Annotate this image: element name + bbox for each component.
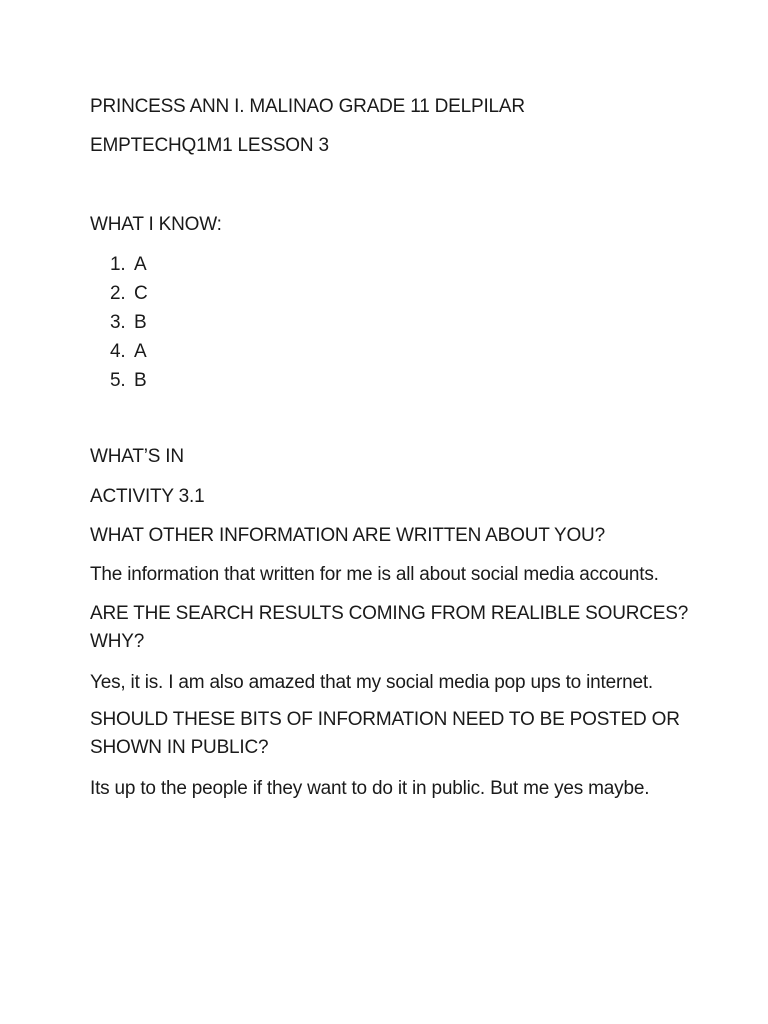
list-item bbox=[110, 250, 148, 279]
answer-list bbox=[110, 250, 148, 395]
answer-2: Yes, it is. I am also amazed that my social media pop ups to internet. bbox=[90, 672, 653, 693]
whats-in-heading: WHAT’S IN bbox=[90, 446, 184, 467]
item-number: 5. bbox=[110, 370, 126, 391]
question-1: WHAT OTHER INFORMATION ARE WRITTEN ABOUT YOU? bbox=[90, 525, 605, 546]
answer-3: Its up to the people if they want to do it in public. But me yes maybe. bbox=[90, 778, 650, 799]
question-2: ARE THE SEARCH RESULTS COMING FROM REALIBLE SOURCES? WHY? bbox=[90, 603, 689, 652]
item-number: 4. bbox=[110, 341, 126, 362]
item-answer: A bbox=[134, 341, 147, 362]
what-i-know-heading: WHAT I KNOW: bbox=[90, 214, 222, 235]
item-answer: C bbox=[134, 283, 148, 304]
student-name-line: PRINCESS ANN I. MALINAO GRADE 11 DELPILAR bbox=[90, 96, 525, 117]
lesson-title-line: EMPTECHQ1M1 LESSON 3 bbox=[90, 135, 329, 156]
item-number: 1. bbox=[110, 254, 126, 275]
list-item bbox=[110, 337, 148, 366]
item-answer: A bbox=[134, 254, 147, 275]
item-number: 3. bbox=[110, 312, 126, 333]
item-answer: B bbox=[134, 370, 147, 391]
list-item bbox=[110, 366, 148, 395]
item-number: 2. bbox=[110, 283, 126, 304]
question-3: SHOULD THESE BITS OF INFORMATION NEED TO BE POSTED OR SHOWN IN PUBLIC? bbox=[90, 709, 680, 758]
activity-title: ACTIVITY 3.1 bbox=[90, 486, 205, 507]
item-answer: B bbox=[134, 312, 147, 333]
answer-1: The information that written for me is all about social media accounts. bbox=[90, 564, 659, 585]
list-item bbox=[110, 279, 148, 308]
list-item bbox=[110, 308, 148, 337]
